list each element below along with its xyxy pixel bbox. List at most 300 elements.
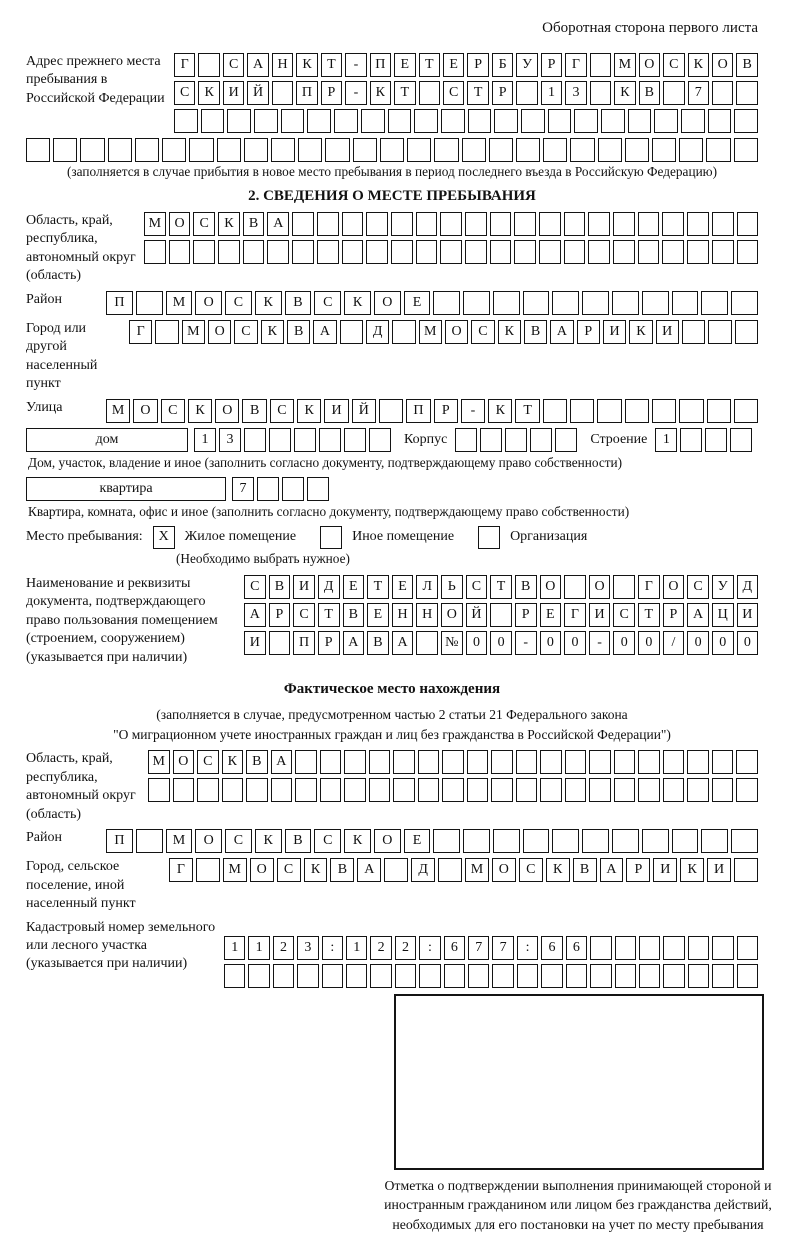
char-box: С bbox=[223, 53, 244, 77]
char-box bbox=[539, 212, 561, 236]
char-box bbox=[26, 138, 50, 162]
char-box: В bbox=[736, 53, 757, 77]
char-box bbox=[672, 291, 699, 315]
char-box bbox=[455, 428, 477, 452]
region-label: Область, край, республика, автономный округ (область) bbox=[26, 212, 144, 286]
char-box bbox=[438, 858, 462, 882]
char-box: К bbox=[255, 829, 282, 853]
char-box bbox=[565, 778, 587, 802]
char-box: М bbox=[614, 53, 635, 77]
korpus-label: Корпус bbox=[394, 432, 455, 448]
char-box: К bbox=[297, 399, 321, 423]
char-box bbox=[530, 428, 552, 452]
char-box: 6 bbox=[444, 936, 465, 960]
char-box: Д bbox=[737, 575, 759, 599]
char-box: 6 bbox=[566, 936, 587, 960]
char-box: С bbox=[663, 53, 684, 77]
char-box bbox=[642, 291, 669, 315]
char-row bbox=[174, 81, 758, 105]
char-box bbox=[731, 829, 758, 853]
char-box: М bbox=[166, 291, 193, 315]
char-box bbox=[521, 109, 545, 133]
char-box bbox=[517, 964, 538, 988]
char-box: К bbox=[688, 53, 709, 77]
char-box bbox=[625, 399, 649, 423]
char-box bbox=[419, 81, 440, 105]
char-box bbox=[682, 320, 705, 344]
char-box: С bbox=[193, 212, 215, 236]
char-box: Ц bbox=[712, 603, 734, 627]
char-box: П bbox=[293, 631, 315, 655]
char-box bbox=[663, 936, 684, 960]
char-box bbox=[736, 81, 757, 105]
char-box bbox=[334, 109, 358, 133]
char-box bbox=[271, 138, 295, 162]
char-box bbox=[516, 81, 537, 105]
char-box: В bbox=[242, 399, 266, 423]
char-box bbox=[494, 109, 518, 133]
char-box bbox=[516, 138, 540, 162]
char-box bbox=[416, 212, 438, 236]
char-box: : bbox=[517, 936, 538, 960]
actual-city-label: Город, сельское поселение, иной населенный пункт bbox=[26, 858, 169, 913]
char-box: С bbox=[174, 81, 195, 105]
char-box: Г bbox=[129, 320, 152, 344]
char-box: А bbox=[271, 750, 293, 774]
char-box: А bbox=[550, 320, 573, 344]
field-cadastral bbox=[26, 919, 758, 988]
char-box bbox=[298, 138, 322, 162]
char-box: П bbox=[296, 81, 317, 105]
confirmation-stamp-box bbox=[394, 994, 764, 1170]
char-row bbox=[148, 778, 758, 802]
char-box bbox=[392, 320, 415, 344]
char-box bbox=[523, 829, 550, 853]
char-box bbox=[491, 750, 513, 774]
char-box: - bbox=[515, 631, 537, 655]
char-box bbox=[601, 109, 625, 133]
option-residential-label: Жилое помещение bbox=[185, 529, 296, 545]
char-box bbox=[380, 138, 404, 162]
char-box: К bbox=[344, 291, 371, 315]
field-previous-address bbox=[26, 53, 758, 133]
char-box bbox=[244, 428, 266, 452]
char-box bbox=[612, 829, 639, 853]
char-box: С bbox=[466, 575, 488, 599]
char-box bbox=[734, 109, 758, 133]
char-box: Д bbox=[366, 320, 389, 344]
char-box: Р bbox=[434, 399, 458, 423]
char-box: Т bbox=[419, 53, 440, 77]
option-organization-label: Организация bbox=[510, 529, 587, 545]
char-box bbox=[681, 109, 705, 133]
char-box: 3 bbox=[219, 428, 241, 452]
char-box: : bbox=[419, 936, 440, 960]
char-box bbox=[543, 138, 567, 162]
checkbox-residential: X bbox=[153, 526, 175, 549]
char-box bbox=[737, 964, 758, 988]
char-box: М bbox=[148, 750, 170, 774]
char-box: И bbox=[324, 399, 348, 423]
char-row bbox=[224, 964, 758, 988]
char-box bbox=[590, 936, 611, 960]
char-box bbox=[613, 212, 635, 236]
char-box bbox=[652, 138, 676, 162]
char-box: М bbox=[106, 399, 130, 423]
char-box bbox=[705, 428, 727, 452]
field-region bbox=[26, 212, 758, 286]
char-box: С bbox=[277, 858, 301, 882]
char-box: О bbox=[445, 320, 468, 344]
char-box: С bbox=[225, 291, 252, 315]
char-box: В bbox=[269, 575, 291, 599]
char-box bbox=[244, 138, 268, 162]
char-box: И bbox=[653, 858, 677, 882]
char-box bbox=[197, 778, 219, 802]
char-box: О bbox=[712, 53, 733, 77]
char-box bbox=[490, 240, 512, 264]
char-box bbox=[737, 212, 759, 236]
char-box: 0 bbox=[638, 631, 660, 655]
char-box: Й bbox=[466, 603, 488, 627]
char-box: 2 bbox=[273, 936, 294, 960]
stay-type-note: (Необходимо выбрать нужное) bbox=[176, 551, 758, 567]
char-box: К bbox=[218, 212, 240, 236]
char-box bbox=[687, 240, 709, 264]
checkbox-other-premises bbox=[320, 526, 342, 549]
char-box bbox=[295, 778, 317, 802]
char-box bbox=[442, 750, 464, 774]
char-box: М bbox=[166, 829, 193, 853]
char-box: Н bbox=[416, 603, 438, 627]
field-actual-district bbox=[26, 829, 758, 853]
char-box bbox=[391, 240, 413, 264]
char-box bbox=[654, 109, 678, 133]
char-box: Л bbox=[416, 575, 438, 599]
char-box bbox=[433, 829, 460, 853]
char-box bbox=[490, 212, 512, 236]
char-box: С bbox=[234, 320, 257, 344]
char-box bbox=[737, 936, 758, 960]
char-box: В bbox=[573, 858, 597, 882]
char-row bbox=[244, 631, 758, 655]
char-box: В bbox=[285, 291, 312, 315]
char-box bbox=[490, 603, 512, 627]
char-box bbox=[613, 240, 635, 264]
char-box bbox=[505, 428, 527, 452]
char-box bbox=[638, 212, 660, 236]
char-box: 0 bbox=[737, 631, 759, 655]
char-box: К bbox=[198, 81, 219, 105]
char-box bbox=[480, 428, 502, 452]
char-box bbox=[662, 212, 684, 236]
char-box: Т bbox=[490, 575, 512, 599]
char-box bbox=[639, 964, 660, 988]
char-box bbox=[701, 291, 728, 315]
char-box bbox=[465, 212, 487, 236]
char-box bbox=[737, 240, 759, 264]
char-box bbox=[80, 138, 104, 162]
char-box: 3 bbox=[565, 81, 586, 105]
char-box bbox=[155, 320, 178, 344]
char-box bbox=[144, 240, 166, 264]
char-box: С bbox=[314, 829, 341, 853]
field-district bbox=[26, 291, 758, 315]
char-box: К bbox=[498, 320, 521, 344]
char-box: П bbox=[106, 291, 133, 315]
char-box: К bbox=[261, 320, 284, 344]
char-row bbox=[174, 109, 758, 133]
char-box: Е bbox=[343, 575, 365, 599]
char-box: О bbox=[173, 750, 195, 774]
char-box bbox=[320, 750, 342, 774]
checkbox-organization bbox=[478, 526, 500, 549]
char-box bbox=[222, 778, 244, 802]
char-box: / bbox=[663, 631, 685, 655]
char-box: 3 bbox=[297, 936, 318, 960]
char-box bbox=[173, 778, 195, 802]
char-box: И bbox=[656, 320, 679, 344]
note-line-2: "О миграционном учете иностранных граждан и лиц без гражданства в Российской Федерации") bbox=[113, 727, 671, 742]
char-box: С bbox=[519, 858, 543, 882]
char-box: П bbox=[370, 53, 391, 77]
stroenie-cells bbox=[655, 428, 755, 452]
char-box bbox=[514, 212, 536, 236]
char-box: С bbox=[161, 399, 185, 423]
char-box bbox=[243, 240, 265, 264]
char-box bbox=[706, 138, 730, 162]
char-box bbox=[734, 138, 758, 162]
char-box bbox=[295, 750, 317, 774]
char-box bbox=[642, 829, 669, 853]
page-top-note: Оборотная сторона первого листа bbox=[26, 20, 758, 37]
char-box bbox=[679, 399, 703, 423]
char-box bbox=[570, 399, 594, 423]
char-box: Р bbox=[269, 603, 291, 627]
char-box bbox=[196, 858, 220, 882]
char-box bbox=[297, 964, 318, 988]
char-box: С bbox=[197, 750, 219, 774]
document-label: Наименование и реквизиты документа, подтверждающего право пользования помещением (строением, сооружением) (указывается при наличии) bbox=[26, 575, 244, 667]
char-box bbox=[687, 778, 709, 802]
char-row bbox=[244, 603, 758, 627]
char-box bbox=[393, 750, 415, 774]
char-box: О bbox=[195, 829, 222, 853]
char-box bbox=[663, 778, 685, 802]
char-row-full-width bbox=[26, 138, 758, 162]
char-row bbox=[129, 320, 758, 344]
char-box bbox=[269, 428, 291, 452]
char-box: И bbox=[707, 858, 731, 882]
char-box bbox=[224, 964, 245, 988]
char-box: - bbox=[345, 81, 366, 105]
char-box bbox=[267, 240, 289, 264]
char-box bbox=[588, 212, 610, 236]
char-box: 2 bbox=[370, 936, 391, 960]
char-box bbox=[136, 829, 163, 853]
char-box bbox=[254, 109, 278, 133]
char-row bbox=[106, 399, 758, 423]
section2-title: 2. СВЕДЕНИЯ О МЕСТЕ ПРЕБЫВАНИЯ bbox=[26, 188, 758, 205]
char-box bbox=[433, 291, 460, 315]
char-box: 7 bbox=[468, 936, 489, 960]
char-box: Р bbox=[663, 603, 685, 627]
char-box bbox=[370, 964, 391, 988]
char-box: С bbox=[314, 291, 341, 315]
char-box bbox=[463, 291, 490, 315]
house-caption: Дом, участок, владение и иное (заполнить согласно документу, подтверждающему право собственности) bbox=[28, 455, 758, 471]
char-box: Е bbox=[394, 53, 415, 77]
char-box bbox=[582, 291, 609, 315]
char-row bbox=[174, 53, 758, 77]
char-box bbox=[418, 750, 440, 774]
char-box: О bbox=[208, 320, 231, 344]
char-box: Р bbox=[515, 603, 537, 627]
char-box bbox=[540, 778, 562, 802]
char-box bbox=[273, 964, 294, 988]
char-box: - bbox=[461, 399, 485, 423]
char-box: М bbox=[465, 858, 489, 882]
char-box bbox=[663, 81, 684, 105]
char-box bbox=[441, 109, 465, 133]
char-box bbox=[652, 399, 676, 423]
char-box bbox=[555, 428, 577, 452]
char-box: М bbox=[182, 320, 205, 344]
char-box: Г bbox=[565, 53, 586, 77]
char-box bbox=[570, 138, 594, 162]
char-box bbox=[564, 575, 586, 599]
confirmation-stamp-caption: Отметка о подтверждении выполнения принимающей стороной и иностранным гражданином или лицом без гражданства действий, необходимых для его постановки на учет по месту пребывания bbox=[378, 1176, 778, 1234]
char-row bbox=[224, 936, 758, 960]
char-box bbox=[679, 138, 703, 162]
char-box: К bbox=[629, 320, 652, 344]
char-box bbox=[440, 240, 462, 264]
char-box: А bbox=[244, 603, 266, 627]
field-actual-region bbox=[26, 750, 758, 824]
char-box bbox=[340, 320, 363, 344]
char-box bbox=[292, 240, 314, 264]
char-box bbox=[582, 829, 609, 853]
char-box bbox=[541, 964, 562, 988]
char-box bbox=[384, 858, 408, 882]
char-box bbox=[564, 212, 586, 236]
char-box: И bbox=[244, 631, 266, 655]
char-box: Е bbox=[367, 603, 389, 627]
char-box: 2 bbox=[395, 936, 416, 960]
char-box: 0 bbox=[540, 631, 562, 655]
char-box: 0 bbox=[490, 631, 512, 655]
char-box bbox=[707, 399, 731, 423]
char-box bbox=[272, 81, 293, 105]
char-box bbox=[418, 778, 440, 802]
char-box bbox=[342, 212, 364, 236]
char-box: М bbox=[144, 212, 166, 236]
char-box bbox=[379, 399, 403, 423]
stay-type-row bbox=[26, 526, 758, 549]
char-box bbox=[590, 81, 611, 105]
char-box bbox=[135, 138, 159, 162]
char-box: К bbox=[304, 858, 328, 882]
char-box: О bbox=[133, 399, 157, 423]
char-box bbox=[548, 109, 572, 133]
char-box: Р bbox=[318, 631, 340, 655]
char-box: В bbox=[524, 320, 547, 344]
char-box: Т bbox=[515, 399, 539, 423]
char-box bbox=[708, 109, 732, 133]
char-box: Е bbox=[540, 603, 562, 627]
char-box bbox=[174, 109, 198, 133]
char-box bbox=[395, 964, 416, 988]
char-box bbox=[468, 964, 489, 988]
note-line-1: (заполняется в случае, предусмотренном частью 2 статьи 21 Федерального закона bbox=[156, 707, 627, 722]
char-box: 7 bbox=[688, 81, 709, 105]
char-box bbox=[491, 778, 513, 802]
char-row bbox=[106, 291, 758, 315]
char-box: 1 bbox=[248, 936, 269, 960]
stay-type-label: Место пребывания: bbox=[26, 529, 143, 545]
char-box: С bbox=[244, 575, 266, 599]
option-other-premises-label: Иное помещение bbox=[352, 529, 454, 545]
char-box bbox=[489, 138, 513, 162]
char-box bbox=[688, 964, 709, 988]
char-box bbox=[736, 778, 758, 802]
char-box: К bbox=[255, 291, 282, 315]
char-box: Р bbox=[626, 858, 650, 882]
char-box bbox=[615, 964, 636, 988]
actual-location-title: Фактическое место нахождения bbox=[26, 681, 758, 698]
char-box bbox=[731, 291, 758, 315]
char-box: Т bbox=[318, 603, 340, 627]
char-box: Т bbox=[321, 53, 342, 77]
char-box bbox=[516, 750, 538, 774]
char-box: 1 bbox=[346, 936, 367, 960]
char-box: К bbox=[546, 858, 570, 882]
char-box bbox=[217, 138, 241, 162]
char-box: Д bbox=[318, 575, 340, 599]
char-box bbox=[615, 936, 636, 960]
char-box bbox=[492, 964, 513, 988]
char-box bbox=[590, 53, 611, 77]
char-box: А bbox=[247, 53, 268, 77]
char-box bbox=[588, 240, 610, 264]
char-box bbox=[325, 138, 349, 162]
char-box bbox=[543, 399, 567, 423]
char-box: Е bbox=[443, 53, 464, 77]
char-box: У bbox=[712, 575, 734, 599]
char-box bbox=[612, 291, 639, 315]
char-box bbox=[342, 240, 364, 264]
char-box bbox=[346, 964, 367, 988]
field-city bbox=[26, 320, 758, 394]
char-box: О bbox=[663, 575, 685, 599]
char-box: О bbox=[195, 291, 222, 315]
char-box: С bbox=[687, 575, 709, 599]
actual-region-label: Область, край, республика, автономный округ (область) bbox=[26, 750, 148, 824]
char-box bbox=[566, 964, 587, 988]
char-box: П bbox=[406, 399, 430, 423]
char-box bbox=[442, 778, 464, 802]
char-box: 1 bbox=[224, 936, 245, 960]
char-box bbox=[514, 240, 536, 264]
char-box bbox=[416, 631, 438, 655]
char-row bbox=[106, 829, 758, 853]
char-box bbox=[552, 291, 579, 315]
char-box: И bbox=[589, 603, 611, 627]
char-box bbox=[734, 399, 758, 423]
char-box: У bbox=[516, 53, 537, 77]
char-box bbox=[162, 138, 186, 162]
char-box bbox=[344, 750, 366, 774]
